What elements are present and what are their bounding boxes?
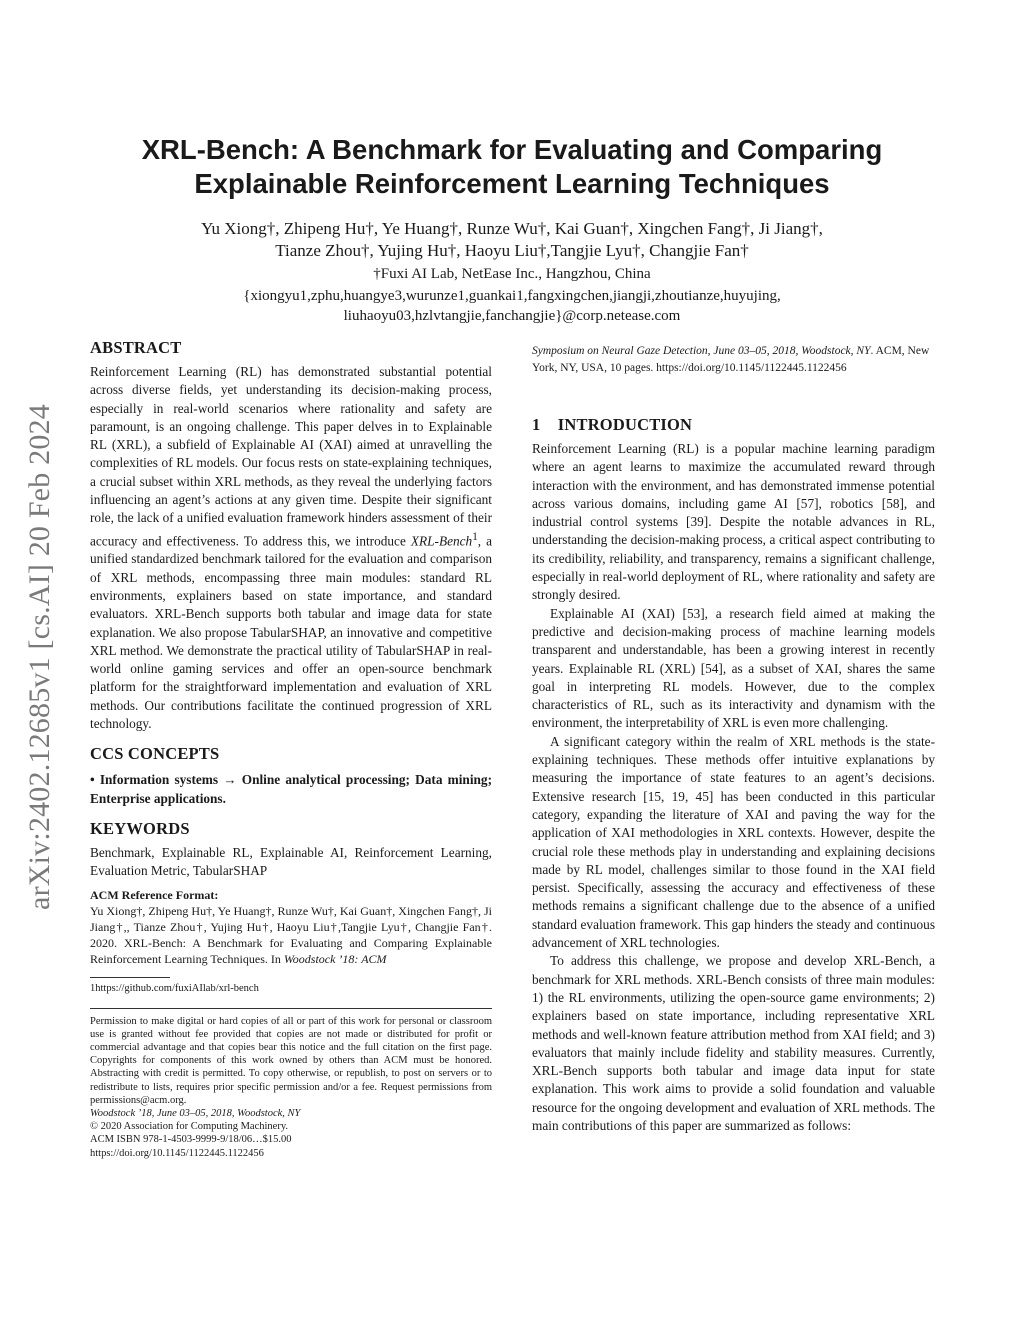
emails-line-2: liuhaoyu03,hzlvtangjie,fanchangjie}@corp.netease.com xyxy=(343,308,681,324)
abstract-heading: ABSTRACT xyxy=(90,338,182,357)
acm-reference-heading: ACM Reference Format: xyxy=(90,887,219,902)
venue-continuation xyxy=(532,343,935,376)
keywords-text: Benchmark, Explainable RL, Explainable AI, Reinforcement Learning, Evaluation Metric, TabularSHAP xyxy=(90,844,492,879)
footnote-marker: 1 xyxy=(472,530,478,543)
title-line-1: XRL-Bench: A Benchmark for Evaluating and Comparing xyxy=(141,134,883,165)
author-emails xyxy=(100,286,924,326)
arxiv-identifier-stamp: arXiv:2402.12685v1 [cs.AI] 20 Feb 2024 xyxy=(23,404,56,910)
intro-paragraph-2: Explainable AI (XAI) [53], a research field aimed at making the predictive and decision-making process of machine learning models transparent and understandable, has been a growing interest in recently years. Explainable RL (XRL) [54], as a subset of XAI, shares the same goal in interpreting RL models. However, due to the complex characteristics of RL, such as its interactivity and dynamism with the environment, the interpretability of XRL is even more challenging. xyxy=(532,605,935,731)
doi-link[interactable]: https://doi.org/10.1145/1122445.1122456 xyxy=(90,1147,264,1159)
author-list xyxy=(100,218,924,262)
abstract-benchmark-name: XRL-Bench xyxy=(410,533,473,549)
abstract-text-part-1: Reinforcement Learning (RL) has demonstrated substantial potential across diverse fields, yet understanding its decision-making process, especially in real-world scenarios where rationality and safety are paramount, is an ongoing challenge. This paper delves in to Explainable RL (XRL), a subfield of Explainable AI (XAI) aimed at unravelling the complexities of RL models. Our focus rests on state-explaining techniques, a crucial subset within XRL methods, as they reveal the underlying factors influencing an agent’s actions at any given time. Despite their significant role, the lack of a unified evaluation framework hinders assessment of their accuracy and effectiveness. To address this, we introduce xyxy=(90,364,492,549)
introduction-heading: 1 INTRODUCTION xyxy=(532,415,693,434)
permission-notice: Permission to make digital or hard copies of all or part of this work for personal or classroom use is granted without fee provided that copies are not made or distributed for profit or commercial advantage and that copies bear this notice and the full citation on the first page. Copyrights for components of this work owned by others than ACM must be honored. Abstracting with credit is permitted. To copy otherwise, or republish, to post on servers or to redistribute to lists, requires prior specific permission and/or a fee. Request permissions from permissions@acm.org. xyxy=(90,1015,492,1106)
isbn-line: ACM ISBN 978-1-4503-9999-9/18/06…$15.00 xyxy=(90,1134,292,1146)
conference-line: Woodstock ’18, June 03–05, 2018, Woodstock, NY xyxy=(90,1107,301,1119)
paper-title xyxy=(100,133,924,201)
right-column xyxy=(532,343,935,1135)
abstract-text xyxy=(90,363,492,733)
copyright-line: © 2020 Association for Computing Machinery. xyxy=(90,1121,289,1133)
acm-reference-venue: Woodstock ’18: ACM xyxy=(283,951,387,966)
left-column xyxy=(90,337,492,1160)
acm-reference-body: Yu Xiong†, Zhipeng Hu†, Ye Huang†, Runze Wu†, Kai Guan†, Xingchen Fang†, Ji Jiang†,, Tianze Zhou†, Yujing Hu†, Haoyu Liu†,Tangjie Lyu†, Changjie Fan†. 2020. XRL-Bench: A Benchmark for Evaluating and Comparing Explainable Reinforcement Learning Techniques. In xyxy=(90,903,492,966)
authors-line-2: Tianze Zhou†, Yujing Hu†, Haoyu Liu†,Tangjie Lyu†, Changjie Fan† xyxy=(275,241,749,260)
venue-name: Symposium on Neural Gaze Detection, June 03–05, 2018, Woodstock, NY xyxy=(532,345,871,357)
intro-paragraph-1: Reinforcement Learning (RL) is a popular machine learning paradigm where an agent learns to maximize the accumulated reward through interaction with the environment, and has demonstrated immense potential across various domains, including game AI [57], robotics [58], and industrial control systems [39]. Despite the notable advances in RL, understanding the decision-making process, a critical aspect contributing to its credibility, reliability, and transparency, remains a significant challenge, especially in real-world deployment of RL, where rationality and safety are strongly desired. xyxy=(532,441,935,603)
footnote-rule xyxy=(90,977,170,978)
affiliation: †Fuxi AI Lab, NetEase Inc., Hangzhou, China xyxy=(373,266,651,282)
ccs-heading: CCS CONCEPTS xyxy=(90,744,220,764)
acm-reference-text xyxy=(90,903,492,967)
footnote-link[interactable]: 1https://github.com/fuxiAIlab/xrl-bench xyxy=(90,982,259,994)
title-line-2: Explainable Reinforcement Learning Techniques xyxy=(194,168,830,199)
authors-line-1: Yu Xiong†, Zhipeng Hu†, Ye Huang†, Runze Wu†, Kai Guan†, Xingchen Fang†, Ji Jiang†, xyxy=(201,219,823,238)
intro-paragraph-4: To address this challenge, we propose and develop XRL-Bench, a benchmark for XRL methods. XRL-Bench consists of three main modules: 1) the RL environments, utilizing the open-source game environments; 2) explainers based on state importance, including representative XRL methods and well-known feature attribution method from XAI field; and 3) evaluators that mainly include fidelity and stability measures. Currently, XRL-Bench supports both tabular and image data input for state explanation. This work aims to provide a solid foundation and valuable resource for the ongoing development and evaluation of XRL methods. The main contributions of this paper are summarized as follows: xyxy=(532,953,935,1133)
abstract-text-part-2: , a unified standardized benchmark tailored for the evaluation and comparison of XRL methods, encompassing three main modules: standard RL environments, explainers based on state importance, and standard evaluators. XRL-Bench supports both tabular and image data for state explanation. We also propose TabularSHAP, an innovative and competitive XRL method. We demonstrate the practical utility of TabularSHAP in real-world online gaming services and offer an open-source benchmark platform for the straightforward implementation and evaluation of XRL methods. Our contributions facilitate the continued progression of XRL technology. xyxy=(90,533,492,732)
ccs-text: • Information systems → Online analytical processing; Data mining; Enterprise applications. xyxy=(90,772,492,806)
intro-paragraph-3: A significant category within the realm of XRL methods is the state-explaining techniques. These methods offer intuitive explanations by measuring the importance of state features to an agent’s decisions. Extensive research [15, 19, 45] has been conducted in this particular category, expanding the literature of XAI and paving the way for the application of XAI methodologies in XRL contexts. However, despite the crucial role these methods play in understanding and explaining decisions made by RL model, challenges similar to those found in the XAI field persist. Specifically, assessing the accuracy and effectiveness of these methods remains a significant challenge due to the absence of a unified standard evaluation framework. This gap hinders the steady and continuous advancement of XRL technologies. xyxy=(532,733,935,951)
venue-details: . ACM, New York, NY, USA, 10 pages. https://doi.org/10.1145/1122445.1122456 xyxy=(532,345,930,374)
keywords-heading: KEYWORDS xyxy=(90,818,190,838)
emails-line-1: {xiongyu1,zphu,huangye3,wurunze1,guankai1,fangxingchen,jiangji,zhoutianze,huyujing, xyxy=(243,288,781,304)
permission-rule xyxy=(90,1008,492,1009)
